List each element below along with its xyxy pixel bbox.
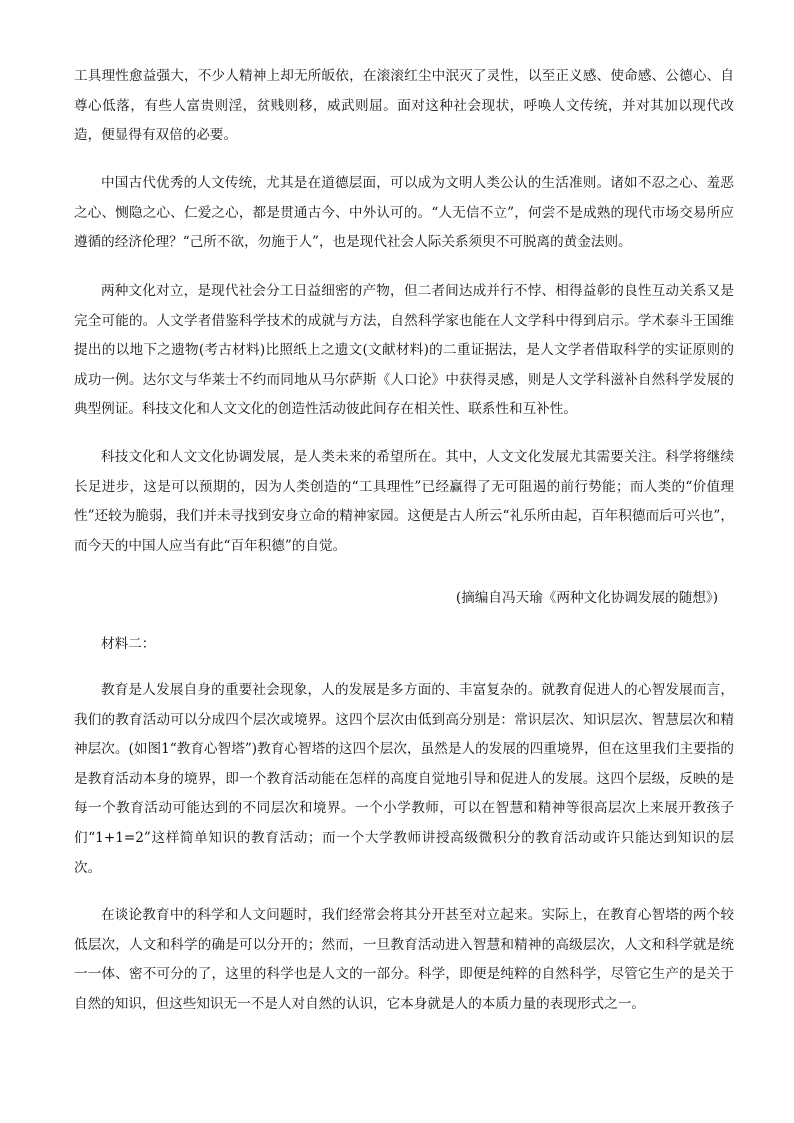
material-two-heading: 材料二： — [101, 636, 156, 652]
paragraph-coordinated-development: 科技文化和人文文化协调发展，是人类未来的希望所在。其中，人文文化发展尤其需要关注。科学将继续长足进步，这是可以预期的，因为人类创造的“工具理性”已经赢得了无可阻遏的前行势能；而人类的“价值理性”还较为脆弱，我们并未寻找到安身立命的精神家园。这便是古人所云“礼乐所由起，百年积德而后可兴也”，而今天的中国人应当有此“百年积德”的自觉。 — [74, 449, 734, 554]
paragraph-science-humanities: 在谈论教育中的科学和人文问题时，我们经常会将其分开甚至对立起来。实际上，在教育心智塔的两个较低层次，人文和科学的确是可以分开的；然而，一旦教育活动进入智慧和精神的高级层次，人文和科学就是统一一体、密不可分的了，这里的科学也是人文的一部分。科学，即便是纯粹的自然科学，尽管它生产的是关于自然的知识，但这些知识无一不是人对自然的认识，它本身就是人的本质力量的表现形式之一。 — [74, 907, 734, 1012]
paragraph-humanistic-tradition: 中国古代优秀的人文传统，尤其是在道德层面，可以成为文明人类公认的生活准则。诸如不忍之心、羞恶之心、恻隐之心、仁爱之心，都是贯通古今、中外认可的。“人无信不立”，何尝不是成熟的现代市场交易所应遵循的经济伦理？“己所不欲，勿施于人”，也是现代社会人际关系须臾不可脱离的黄金法则。 — [74, 175, 734, 251]
paragraph-two-cultures: 两种文化对立，是现代社会分工日益细密的产物，但二者间达成并行不悖、相得益彰的良性互动关系又是完全可能的。人文学者借鉴科学技术的成就与方法，自然科学家也能在人文学科中得到启示。学术泰斗王国维提出的以地下之遗物(考古材料)比照纸上之遗文(文献材料)的二重证据法，是人文学者借取科学的实证原则的成功一例。达尔文与华莱士不约而同地从马尔萨斯《人口论》中获得灵感，则是人文学科滋补自然科学发展的典型例证。科技文化和人文文化的创造性活动彼此间存在相关性、联系性和互补性。 — [74, 283, 734, 418]
paragraph-tool-rationality: 工具理性愈益强大，不少人精神上却无所皈依，在滚滚红尘中泯灭了灵性，以至正义感、使命感、公德心、自尊心低落，有些人富贵则淫，贫贱则移，威武则屈。面对这种社会现状，呼唤人文传统，并对其加以现代改造，便显得有双倍的必要。 — [74, 68, 734, 144]
paragraph-education-levels: 教育是人发展自身的重要社会现象，人的发展是多方面的、丰富复杂的。就教育促进人的心智发展而言，我们的教育活动可以分成四个层次或境界。这四个层次由低到高分别是：常识层次、知识层次、智慧层次和精神层次。(如图1“教育心智塔”)教育心智塔的这四个层次，虽然是人的发展的四重境界，但在这里我们主要指的是教育活动本身的境界，即一个教育活动能在怎样的高度自觉地引导和促进人的发展。这四个层级，反映的是每一个教育活动可能达到的不同层次和境界。一个小学教师，可以在智慧和精神等很高层次上来展开教孩子们“1+1=2”这样简单知识的教育活动；而一个大学教师讲授高级微积分的教育活动或许只能达到知识的层次。 — [74, 682, 734, 876]
source-citation: (摘编自冯天瑜《两种文化协调发展的随想》) — [455, 590, 718, 606]
